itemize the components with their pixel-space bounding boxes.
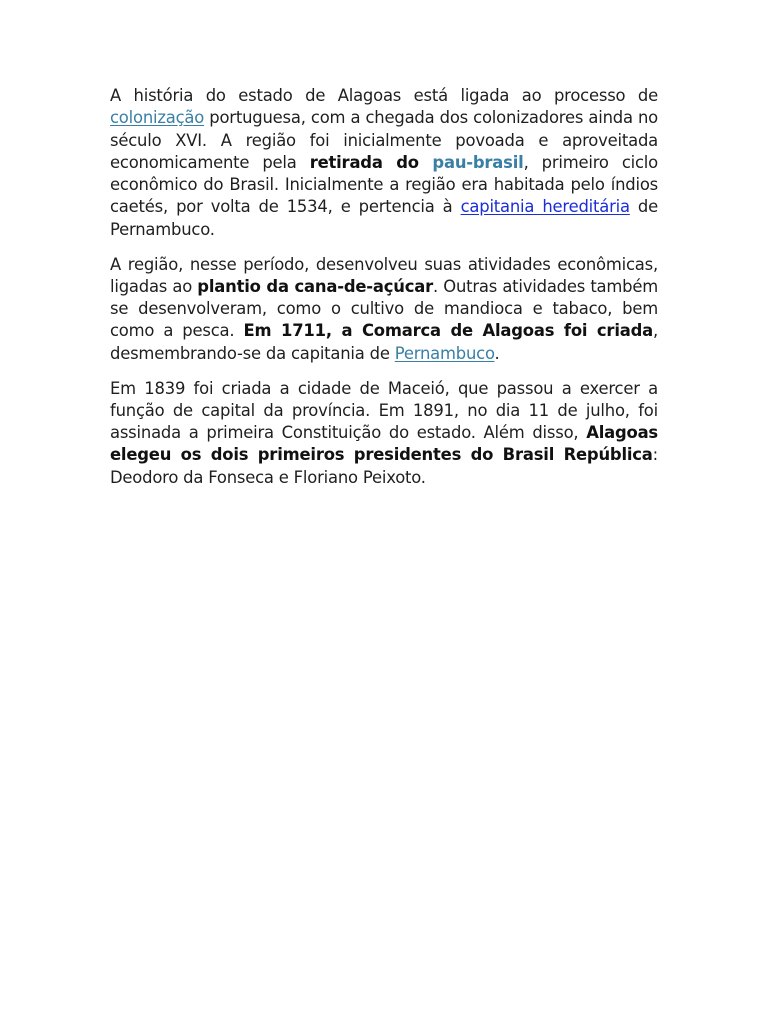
link-pau-brasil[interactable]: pau-brasil — [432, 152, 524, 172]
paragraph-text: , desmembrando-se da capitania de — [110, 321, 659, 363]
paragraph-maceio-capital — [110, 378, 658, 489]
bold-retirada: retirada do — [309, 152, 433, 172]
link-colonizacao[interactable]: colonização — [110, 108, 205, 128]
paragraph-text: A história do estado de Alagoas está ligada ao processo de — [110, 86, 658, 105]
document-body — [110, 85, 658, 502]
paragraph-text: . Outras atividades também se desenvolveram, como o cultivo de mandioca e tabaco, bem como a pesca. — [110, 276, 659, 341]
bold-comarca-1711: Em 1711, a Comarca de Alagoas foi criada — [243, 321, 653, 341]
paragraph-economic-activities — [110, 254, 658, 365]
bold-plantio: plantio da cana-de-açúcar — [197, 276, 434, 296]
paragraph-text: , primeiro ciclo econômico do Brasil. Inicialmente a região era habitada pelo índios caetés, por volta de 1534, e pertencia à — [110, 152, 658, 217]
paragraph-text: : Deodoro da Fonseca e Floriano Peixoto. — [110, 445, 658, 487]
paragraph-text: . — [494, 343, 500, 363]
link-pernambuco[interactable]: Pernambuco — [394, 343, 495, 363]
paragraph-text: portuguesa, com a chegada dos colonizadores ainda no século XVI. A região foi inicialmente povoada e aproveitada economicamente pela — [110, 108, 658, 172]
paragraph-text: Em 1839 foi criada a cidade de Maceió, que passou a exercer a função de capital da província. Em 1891, no dia 11 de julho, foi assinada a primeira Constituição do estado. Além disso, — [110, 378, 658, 443]
bold-presidentes: Alagoas elegeu os dois primeiros presidentes do Brasil República — [110, 423, 658, 465]
paragraph-text: A região, nesse período, desenvolveu suas atividades econômicas, ligadas ao — [110, 254, 658, 296]
paragraph-history-origins — [110, 85, 658, 241]
paragraph-text: de Pernambuco. — [110, 197, 658, 239]
link-capitania-hereditaria[interactable]: capitania hereditária — [460, 197, 630, 217]
